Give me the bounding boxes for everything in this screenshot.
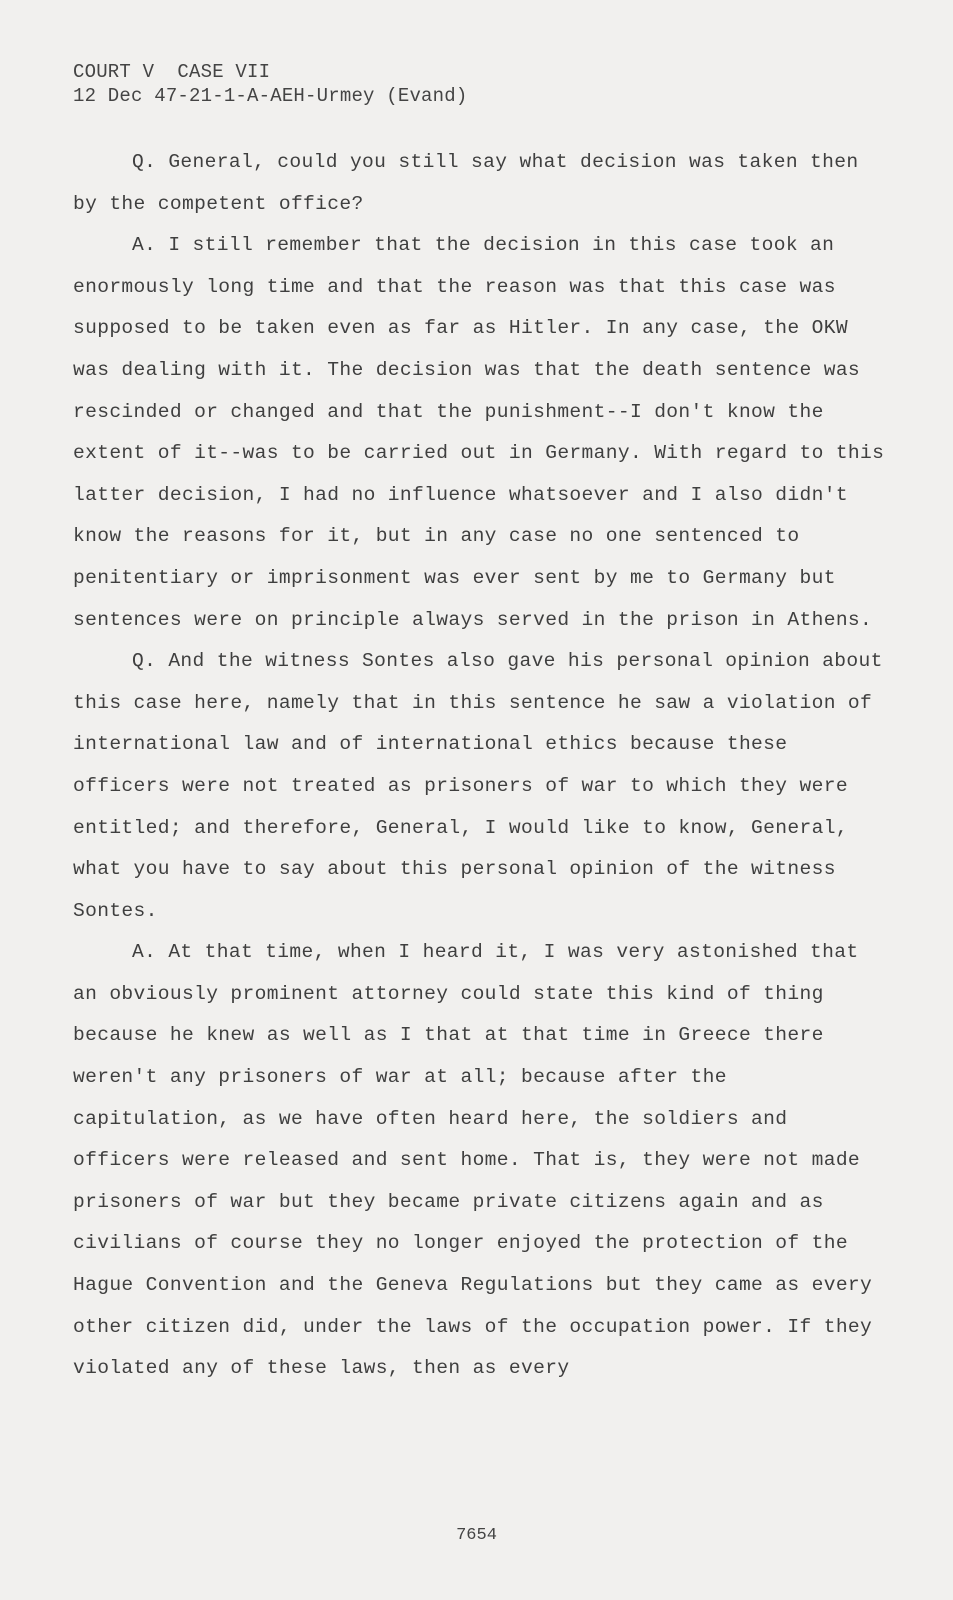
page-number: 7654: [456, 1526, 497, 1545]
transcript-paragraph: Q. And the witness Sontes also gave his personal opinion about this case here, namely that in this sentence he saw a violation of international law and of international ethics because these officers were not treated as prisoners of war to which they were entitled; and therefore, General, I would like to know, General, what you have to say about this personal opinion of the witness Sontes.: [73, 650, 883, 922]
transcript-paragraph: A. I still remember that the decision in this case took an enormously long time and that the reason was that this case was supposed to be taken even as far as Hitler. In any case, the OKW was dealing with it. The decision was that the death sentence was rescinded or changed and that the punishment--I don't know the extent of it--was to be carried out in Germany. With regard to this latter decision, I had no influence whatsoever and I also didn't know the reasons for it, but in any case no one sentenced to penitentiary or imprisonment was ever sent by me to Germany but sentences were on principle always served in the prison in Athens.: [73, 234, 885, 631]
header-session-ref: 12 Dec 47-21-1-A-AEH-Urmey (Evand): [73, 85, 468, 107]
transcript-paragraph: A. At that time, when I heard it, I was very astonished that an obviously prominent attorney could state this kind of thing because he knew as well as I that at that time in Greece there weren't any prisoners of war at all; because after the capitulation, as we have often heard here, the soldiers and officers were released and sent home. That is, they were not made prisoners of war but they became private citizens again and as civilians of course they no longer enjoyed the protection of the Hague Convention and the Geneva Regulations but they came as every other citizen did, under the laws of the occupation power. If they violated any of these laws, then as every: [73, 941, 873, 1380]
transcript-body: [73, 142, 893, 1390]
transcript-paragraph: Q. General, could you still say what decision was taken then by the competent office?: [73, 151, 859, 215]
document-header: [73, 60, 467, 108]
header-court-case: COURT V CASE VII: [73, 61, 271, 83]
